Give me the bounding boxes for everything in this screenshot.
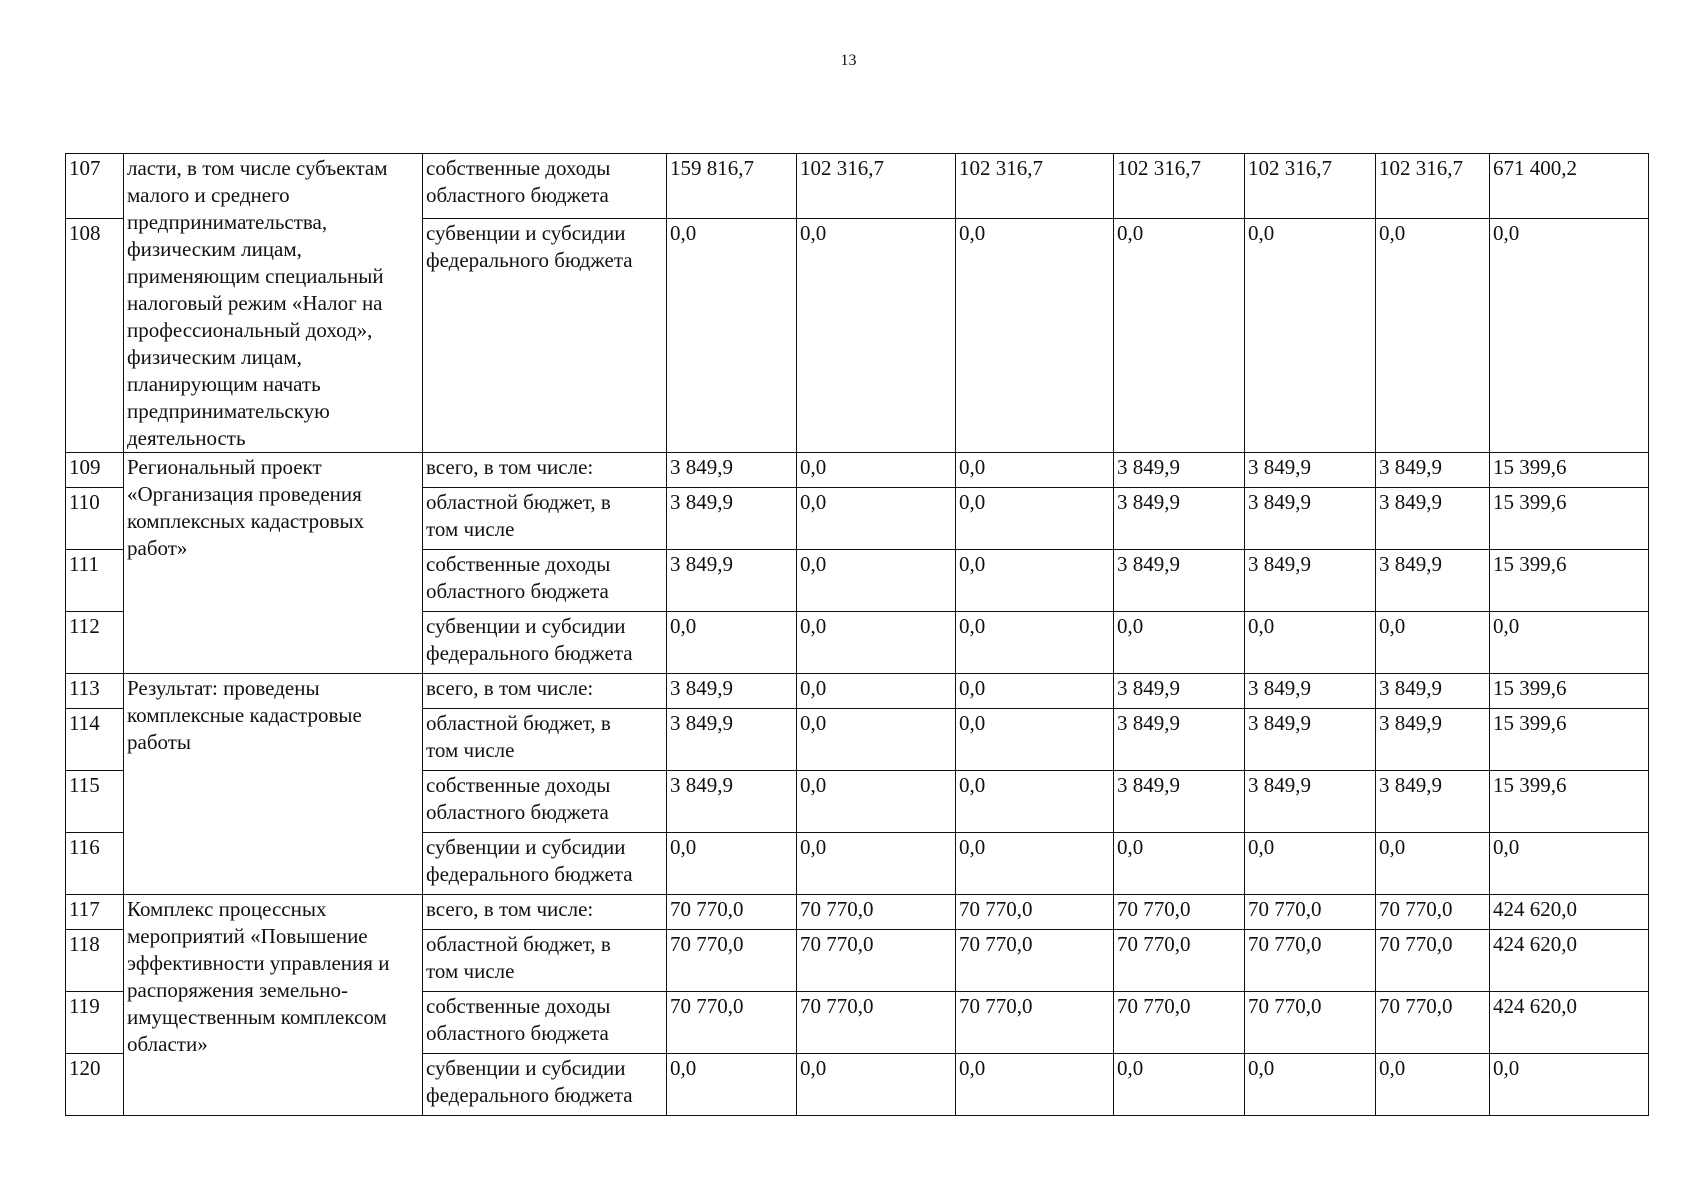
total-value: 424 620,0 (1490, 992, 1649, 1054)
year-value: 0,0 (956, 488, 1114, 550)
total-value: 0,0 (1490, 833, 1649, 895)
measure-description: ласти, в том числе субъектам малого и среднего предпринимательства, физическим лицам, применяющим специальный налоговый режим «Налог на профессиональный доход», физическим лицам, планирующим начать предпринимательскую деятельность (124, 154, 423, 453)
table-row (66, 154, 1649, 219)
total-value: 671 400,2 (1490, 154, 1649, 219)
total-value: 15 399,6 (1490, 674, 1649, 709)
year-value: 3 849,9 (667, 550, 797, 612)
year-value: 70 770,0 (1114, 895, 1245, 930)
year-value: 102 316,7 (956, 154, 1114, 219)
year-value: 70 770,0 (1245, 992, 1376, 1054)
year-value: 102 316,7 (797, 154, 956, 219)
year-value: 70 770,0 (797, 930, 956, 992)
row-number: 118 (66, 930, 124, 992)
year-value: 0,0 (956, 219, 1114, 453)
row-number: 119 (66, 992, 124, 1054)
year-value: 0,0 (1376, 612, 1490, 674)
table-row (66, 674, 1649, 709)
funding-source: собственные доходы областного бюджета (423, 550, 667, 612)
year-value: 3 849,9 (1114, 488, 1245, 550)
year-value: 0,0 (667, 1054, 797, 1116)
total-value: 15 399,6 (1490, 709, 1649, 771)
row-number: 111 (66, 550, 124, 612)
year-value: 3 849,9 (1376, 488, 1490, 550)
year-value: 3 849,9 (667, 488, 797, 550)
year-value: 3 849,9 (1376, 674, 1490, 709)
year-value: 3 849,9 (667, 674, 797, 709)
year-value: 0,0 (797, 453, 956, 488)
year-value: 70 770,0 (667, 895, 797, 930)
funding-source: собственные доходы областного бюджета (423, 154, 667, 219)
year-value: 3 849,9 (667, 453, 797, 488)
year-value: 0,0 (1245, 1054, 1376, 1116)
year-value: 3 849,9 (1114, 709, 1245, 771)
year-value: 0,0 (797, 488, 956, 550)
funding-source: субвенции и субсидии федерального бюджета (423, 219, 667, 453)
budget-table (65, 153, 1649, 1116)
year-value: 0,0 (956, 612, 1114, 674)
year-value: 0,0 (956, 833, 1114, 895)
year-value: 3 849,9 (1245, 453, 1376, 488)
row-number: 112 (66, 612, 124, 674)
funding-source: собственные доходы областного бюджета (423, 992, 667, 1054)
row-number: 107 (66, 154, 124, 219)
year-value: 0,0 (956, 453, 1114, 488)
funding-source: собственные доходы областного бюджета (423, 771, 667, 833)
year-value: 0,0 (956, 1054, 1114, 1116)
year-value: 102 316,7 (1376, 154, 1490, 219)
year-value: 70 770,0 (1376, 930, 1490, 992)
total-value: 15 399,6 (1490, 771, 1649, 833)
year-value: 0,0 (1245, 612, 1376, 674)
year-value: 3 849,9 (1245, 550, 1376, 612)
year-value: 0,0 (956, 709, 1114, 771)
year-value: 3 849,9 (1114, 771, 1245, 833)
year-value: 3 849,9 (1376, 709, 1490, 771)
year-value: 70 770,0 (1376, 992, 1490, 1054)
year-value: 3 849,9 (1114, 453, 1245, 488)
year-value: 0,0 (1376, 833, 1490, 895)
year-value: 0,0 (797, 612, 956, 674)
year-value: 70 770,0 (956, 930, 1114, 992)
year-value: 0,0 (1114, 1054, 1245, 1116)
year-value: 3 849,9 (1245, 709, 1376, 771)
year-value: 3 849,9 (1376, 453, 1490, 488)
year-value: 0,0 (1376, 1054, 1490, 1116)
row-number: 120 (66, 1054, 124, 1116)
row-number: 117 (66, 895, 124, 930)
year-value: 0,0 (956, 771, 1114, 833)
measure-description: Региональный проект «Организация проведения комплексных кадастровых работ» (124, 453, 423, 674)
year-value: 0,0 (956, 674, 1114, 709)
row-number: 108 (66, 219, 124, 453)
year-value: 0,0 (797, 674, 956, 709)
table-row (66, 453, 1649, 488)
year-value: 0,0 (797, 1054, 956, 1116)
year-value: 0,0 (1245, 219, 1376, 453)
page-number: 13 (840, 52, 857, 69)
year-value: 3 849,9 (1245, 674, 1376, 709)
total-value: 424 620,0 (1490, 895, 1649, 930)
funding-source: всего, в том числе: (423, 895, 667, 930)
year-value: 70 770,0 (1245, 930, 1376, 992)
total-value: 0,0 (1490, 1054, 1649, 1116)
funding-source: субвенции и субсидии федерального бюджета (423, 833, 667, 895)
total-value: 15 399,6 (1490, 488, 1649, 550)
funding-source: субвенции и субсидии федерального бюджета (423, 612, 667, 674)
year-value: 70 770,0 (797, 992, 956, 1054)
year-value: 3 849,9 (1245, 488, 1376, 550)
row-number: 116 (66, 833, 124, 895)
year-value: 70 770,0 (1114, 992, 1245, 1054)
year-value: 3 849,9 (667, 709, 797, 771)
year-value: 0,0 (797, 709, 956, 771)
year-value: 0,0 (667, 612, 797, 674)
year-value: 3 849,9 (1114, 550, 1245, 612)
year-value: 0,0 (797, 833, 956, 895)
row-number: 115 (66, 771, 124, 833)
year-value: 0,0 (667, 219, 797, 453)
year-value: 0,0 (1114, 219, 1245, 453)
row-number: 109 (66, 453, 124, 488)
year-value: 0,0 (797, 550, 956, 612)
year-value: 159 816,7 (667, 154, 797, 219)
year-value: 3 849,9 (1114, 674, 1245, 709)
year-value: 70 770,0 (797, 895, 956, 930)
year-value: 70 770,0 (1376, 895, 1490, 930)
table-row (66, 895, 1649, 930)
funding-source: субвенции и субсидии федерального бюджета (423, 1054, 667, 1116)
measure-description: Результат: проведены комплексные кадастровые работы (124, 674, 423, 895)
table-body (66, 154, 1649, 1116)
year-value: 0,0 (956, 550, 1114, 612)
year-value: 102 316,7 (1114, 154, 1245, 219)
funding-source: всего, в том числе: (423, 453, 667, 488)
year-value: 0,0 (1245, 833, 1376, 895)
year-value: 3 849,9 (1376, 771, 1490, 833)
year-value: 102 316,7 (1245, 154, 1376, 219)
year-value: 70 770,0 (1114, 930, 1245, 992)
year-value: 70 770,0 (667, 992, 797, 1054)
year-value: 0,0 (1114, 833, 1245, 895)
total-value: 0,0 (1490, 612, 1649, 674)
total-value: 424 620,0 (1490, 930, 1649, 992)
measure-description: Комплекс процессных мероприятий «Повышение эффективности управления и распоряжения земельно-имущественным комплексом области» (124, 895, 423, 1116)
year-value: 0,0 (1114, 612, 1245, 674)
funding-source: областной бюджет, в том числе (423, 930, 667, 992)
year-value: 70 770,0 (667, 930, 797, 992)
year-value: 0,0 (1376, 219, 1490, 453)
row-number: 110 (66, 488, 124, 550)
year-value: 70 770,0 (956, 992, 1114, 1054)
year-value: 3 849,9 (667, 771, 797, 833)
year-value: 70 770,0 (1245, 895, 1376, 930)
funding-source: областной бюджет, в том числе (423, 488, 667, 550)
year-value: 3 849,9 (1376, 550, 1490, 612)
total-value: 15 399,6 (1490, 550, 1649, 612)
funding-source: областной бюджет, в том числе (423, 709, 667, 771)
year-value: 70 770,0 (956, 895, 1114, 930)
year-value: 0,0 (797, 219, 956, 453)
year-value: 0,0 (797, 771, 956, 833)
row-number: 113 (66, 674, 124, 709)
total-value: 0,0 (1490, 219, 1649, 453)
year-value: 0,0 (667, 833, 797, 895)
row-number: 114 (66, 709, 124, 771)
funding-source: всего, в том числе: (423, 674, 667, 709)
total-value: 15 399,6 (1490, 453, 1649, 488)
year-value: 3 849,9 (1245, 771, 1376, 833)
